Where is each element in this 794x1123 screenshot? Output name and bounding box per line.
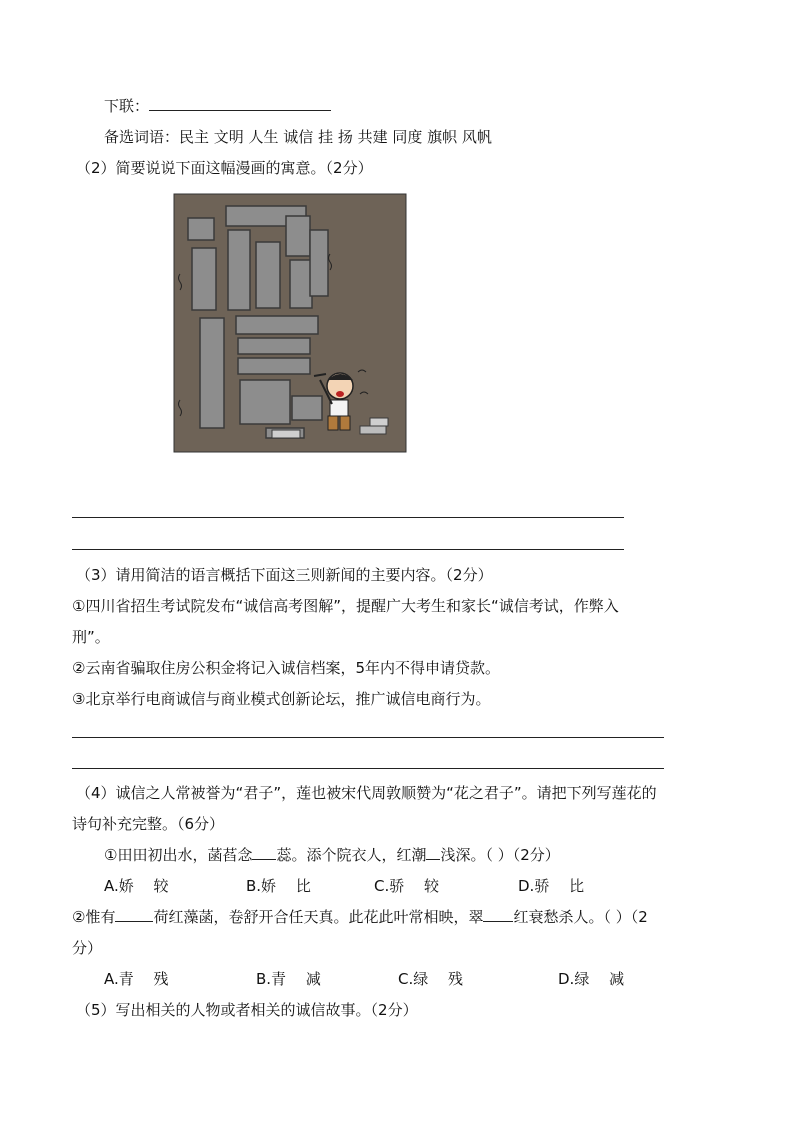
- q3-news-1-line-1: ①四川省招生考试院发布“诚信高考图解”，提醒广大考生和家长“诚信考试，作弊入: [72, 597, 619, 615]
- q3-answer-line-1[interactable]: [72, 737, 664, 738]
- q3-news-1-line-2: 刑”。: [72, 628, 110, 646]
- q4-item-2-text-c: 红衰愁杀人。（ ）（2: [513, 908, 648, 926]
- q4-prompt-line-2: 诗句补充完整。（6分）: [72, 815, 225, 833]
- q4-item-2-option-a[interactable]: A.青 残: [104, 970, 169, 988]
- q4-item-1-option-b[interactable]: B.娇 比: [246, 877, 311, 895]
- q4-item-2-blank-1[interactable]: [115, 907, 153, 922]
- q3-news-2: ②云南省骗取住房公积金将记入诚信档案，5年内不得申请贷款。: [72, 659, 500, 677]
- q4-item-2-text-b: 荷红藻菡，卷舒开合任天真。此花此叶常相映，翠: [153, 908, 484, 926]
- q5-prompt: （5）写出相关的人物或者相关的诚信故事。（2分）: [76, 1001, 418, 1019]
- q2-answer-line-2[interactable]: [72, 549, 624, 550]
- lower-couplet-line: [104, 96, 331, 116]
- word-bank: 备选词语：民主 文明 人生 诚信 挂 扬 共建 同度 旗帜 风帆: [104, 128, 492, 146]
- q4-item-1-option-a[interactable]: A.娇 较: [104, 877, 169, 895]
- q4-item-2-option-d[interactable]: D.绿 减: [558, 970, 625, 988]
- q4-item-2-option-c[interactable]: C.绿 残: [398, 970, 464, 988]
- lower-couplet-label: 下联：: [104, 97, 150, 115]
- q3-answer-line-2[interactable]: [72, 768, 664, 769]
- q4-item-2: [72, 907, 648, 927]
- q3-news-3: ③北京举行电商诚信与商业模式创新论坛，推广诚信电商行为。: [72, 690, 491, 708]
- q3-prompt: （3）请用简洁的语言概括下面这三则新闻的主要内容。（2分）: [76, 566, 493, 584]
- lower-couplet-blank[interactable]: [149, 96, 331, 111]
- q4-item-2-line-2: 分）: [72, 939, 103, 957]
- q2-prompt: （2）简要说说下面这幅漫画的寓意。（2分）: [76, 159, 373, 177]
- q4-item-1-text-a: ①田田初出水，菡萏念: [104, 846, 253, 864]
- q4-item-2-blank-2[interactable]: [483, 907, 513, 922]
- q4-item-1: [104, 845, 560, 865]
- q4-item-1-option-c[interactable]: C.骄 较: [374, 877, 440, 895]
- q4-prompt-line-1: （4）诚信之人常被誉为“君子”，莲也被宋代周敦顺赞为“花之君子”。请把下列写莲花的: [76, 784, 657, 802]
- q4-item-1-option-d[interactable]: D.骄 比: [518, 877, 585, 895]
- q4-item-1-text-c: 浅深。（ ）（2分）: [440, 846, 560, 864]
- q4-item-1-blank-2[interactable]: [426, 845, 440, 860]
- q2-answer-line-1[interactable]: [72, 517, 624, 518]
- q4-item-1-blank-1[interactable]: [252, 845, 276, 860]
- q4-item-1-text-b: 蕊。添个院衣人，红潮: [276, 846, 427, 864]
- q4-item-2-option-b[interactable]: B.青 减: [256, 970, 321, 988]
- integrity-cartoon-image: [170, 190, 408, 456]
- q4-item-2-text-a: ②惟有: [72, 908, 116, 926]
